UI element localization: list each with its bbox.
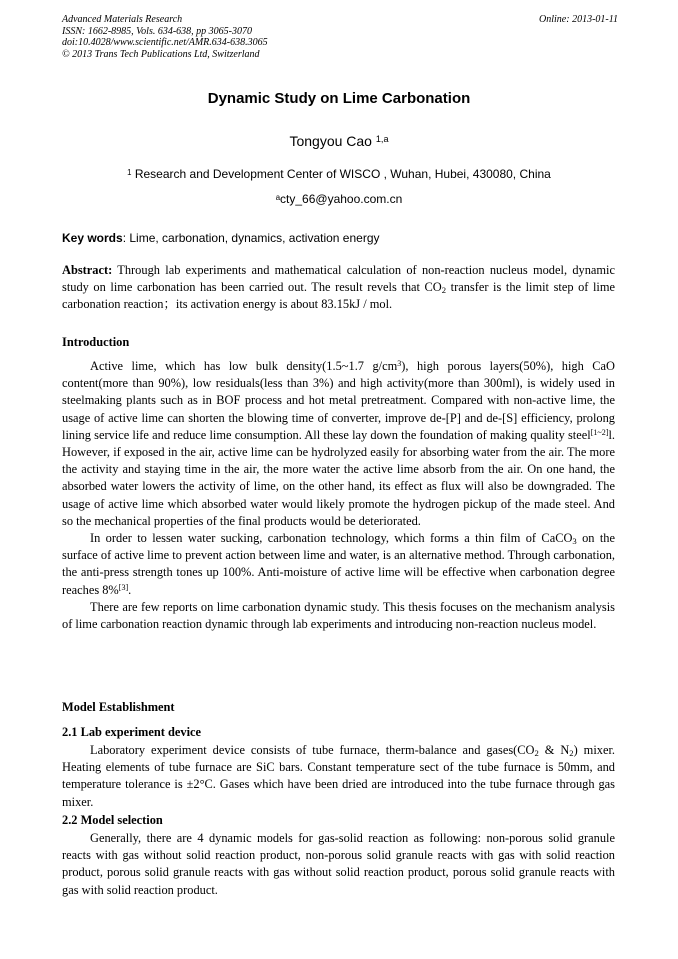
abstract-text-1: Through lab experiments and mathematical calculation of non-reaction nucleus model, dynamic study on lime carbonation has been carried out. The result revels that CO: [62, 263, 615, 295]
s22-text: Generally, there are 4 dynamic models for gas-solid reaction as following: non-porous solid granule reacts with gas without solid reaction product, non-porous solid granule reacts with gas with solid reaction product, porous solid granule reacts with gas without solid reaction product, porous solid granule reacts with gas with solid reaction product.: [62, 831, 615, 897]
email-text: cty_66@yahoo.com.cn: [280, 192, 403, 206]
affiliation-superscript: 1: [127, 167, 132, 177]
intro-p1-text-2: ), high porous layers(50%), high CaO content(more than 90%), low residuals(less than 3%) and high activity(more than 300ml), is widely used in steelmaking plants such as in BOF process and hot metal pretreatment. Compared with non-active lime, the usage of active lime can shorten the blowing time of converter, improve de-[P] and de-[S] efficiency, prolong lining service life and reduce lime consumption. All these lay down the foundation of making quality steel: [62, 359, 615, 442]
abstract-text-2: transfer is the limit step of lime carbonation reaction；its activation energy is about 83.15kJ / mol.: [62, 280, 616, 312]
journal-name: Advanced Materials Research: [62, 14, 183, 25]
section-heading-model: Model Establishment: [62, 700, 175, 714]
author-name: Tongyou Cao: [289, 133, 372, 149]
section-2-1-body: [62, 742, 615, 811]
intro-p1-text-3: l. However, if exposed in the air, active lime can be hydrolyzed easily for absorbing water from the air. The more the activity and staying time in the air, the more water the active lime absorb from the air. On one hand, the absorbed water lowers the activity of lime, on the other hand, its effect as flux will also be downgraded. The usage of active lime which absorbed water would likely promote the hydrogen pickup of the made steel. And so the mechanical properties of the final products would be deteriorated.: [62, 427, 615, 528]
abstract: [62, 262, 615, 314]
section-heading-introduction: Introduction: [62, 335, 130, 349]
doi-line: doi:10.4028/www.scientific.net/AMR.634-638.3065: [62, 37, 268, 48]
intro-paragraph-3: There are few reports on lime carbonation dynamic study. This thesis focuses on the mechanism analysis of lime carbonation reaction dynamic through lab experiments and introducing non-reaction nucleus model.: [62, 599, 615, 632]
s21-text-3: ) mixer. Heating elements of tube furnace are SiC bars. Constant temperature sect of the tube furnace is 50mm, and temperature tolerance is ±2°C. Gases which have been dried are introduced into the tube furnace through gas mixer.: [62, 743, 615, 809]
subsection-heading-2-1: 2.1 Lab experiment device: [62, 725, 202, 739]
introduction-body: [62, 358, 615, 633]
abstract-label: Abstract:: [62, 263, 113, 277]
subsection-heading-2-2: 2.2 Model selection: [62, 813, 163, 827]
keywords: [62, 231, 618, 245]
intro-p2-text-2: on the surface of active lime to prevent action between lime and water, is an alternative method. Through carbonation, the anti-press strength tones up 100%. Anti-moisture of active lime will be effective when carbonation degree reaches 8%: [62, 531, 615, 597]
journal-header: [62, 14, 618, 60]
author-line: [0, 133, 678, 149]
affiliation-text: Research and Development Center of WISCO , Wuhan, Hubei, 430080, China: [134, 167, 551, 181]
s21-text-2: & N: [538, 743, 570, 757]
email-superscript: a: [275, 192, 281, 202]
citation-1-2: [1~2]: [590, 428, 609, 438]
author-email: [0, 192, 678, 206]
s21-subscript-1: 2: [534, 748, 539, 759]
intro-p2-text-3: .: [128, 582, 132, 597]
intro-p2-text-1: In order to lessen water sucking, carbonation technology, which forms a thin film of CaCO: [90, 531, 573, 546]
intro-paragraph-2: [62, 530, 615, 599]
abstract-subscript: 2: [441, 285, 447, 296]
citation-3: [3]: [118, 583, 129, 593]
paper-title: Dynamic Study on Lime Carbonation: [207, 90, 471, 107]
intro-paragraph-1: [62, 358, 615, 530]
online-date: Online: 2013-01-11: [539, 14, 618, 25]
intro-p2-subscript: 3: [572, 536, 577, 547]
copyright-line: © 2013 Trans Tech Publications Ltd, Switzerland: [62, 48, 260, 60]
s21-text-1: Laboratory experiment device consists of tube furnace, therm-balance and gases(CO: [90, 743, 535, 757]
section-2-2-body: [62, 830, 615, 899]
intro-p1-text-1: Active lime, which has low bulk density(1.5~1.7 g/cm: [90, 359, 398, 373]
affiliation: [0, 167, 678, 181]
intro-p1-sup-1: 3: [397, 359, 402, 369]
keywords-text: : Lime, carbonation, dynamics, activation energy: [122, 231, 380, 245]
issn-line: ISSN: 1662-8985, Vols. 634-638, pp 3065-3070: [62, 25, 252, 37]
keywords-label: Key words: [62, 231, 123, 245]
s21-subscript-2: 2: [569, 748, 574, 759]
author-superscript: 1,a: [375, 133, 389, 144]
